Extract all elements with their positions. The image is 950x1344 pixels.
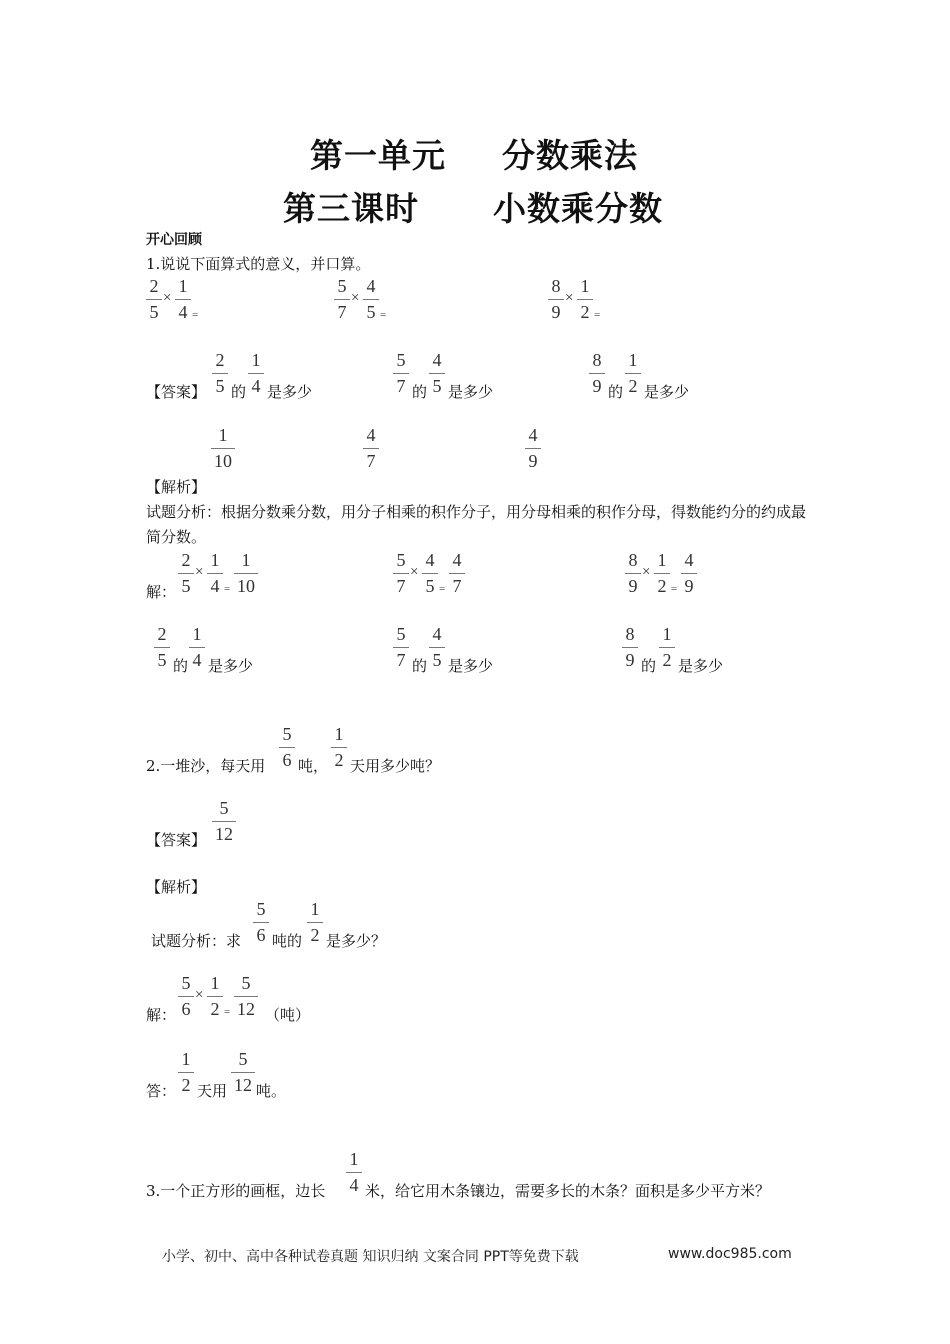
times-sign: × <box>565 290 574 306</box>
title-unit: 第一单元 <box>310 136 446 175</box>
q2-prompt-text: 天用多少吨？ <box>350 757 441 775</box>
times-sign: × <box>351 290 360 306</box>
equals-sign: = <box>671 583 678 595</box>
section-heading: 开心回顾 <box>146 232 202 248</box>
q2-prompt-text: 2.一堆沙，每天用 <box>146 757 266 775</box>
title-lesson-topic: 小数乘分数 <box>493 189 663 228</box>
how-much-text: 是多少 <box>448 657 494 675</box>
q1-prompt: 1.说说下面算式的意义，并口算。 <box>146 255 371 273</box>
how-much-text: 是多少 <box>644 383 690 401</box>
of-text: 的 <box>412 657 428 675</box>
of-text: 的 <box>412 383 428 401</box>
answer-label: 【答案】 <box>146 831 207 849</box>
answer-label: 【答案】 <box>146 383 207 401</box>
equals-sign: = <box>224 583 231 595</box>
reply-label: 答： <box>146 1082 177 1100</box>
equals-sign: = <box>192 309 199 321</box>
equals-sign: = <box>594 309 601 321</box>
q2-prompt-text: 吨， <box>298 757 329 775</box>
solution-label: 解： <box>146 583 177 601</box>
title-topic: 分数乘法 <box>502 136 638 175</box>
reply-text: 吨。 <box>256 1082 287 1100</box>
analysis-label: 【解析】 <box>146 878 207 896</box>
q2-analysis-text: 吨的 <box>272 932 303 950</box>
how-much-text: 是多少 <box>267 383 313 401</box>
q2-analysis-text: 试题分析：求 <box>151 932 242 950</box>
footer-link[interactable]: www.doc985.com <box>668 1246 792 1262</box>
equals-sign: = <box>224 1006 231 1018</box>
q1-analysis-text: 试题分析：根据分数乘分数，用分子相乘的积作分子，用分母相乘的积作分母，得数能约分的约成最简分数。 <box>146 503 807 546</box>
solution-label: 解： <box>146 1006 177 1024</box>
analysis-label: 【解析】 <box>146 478 207 496</box>
title-lesson: 第三课时 <box>283 189 419 228</box>
times-sign: × <box>410 564 419 580</box>
times-sign: × <box>195 564 204 580</box>
equals-sign: = <box>380 309 387 321</box>
how-much-text: 是多少 <box>678 657 724 675</box>
of-text: 的 <box>173 657 189 675</box>
of-text: 的 <box>608 383 624 401</box>
of-text: 的 <box>231 383 247 401</box>
unit-text: （吨） <box>265 1006 311 1024</box>
how-much-text: 是多少 <box>448 383 494 401</box>
q3-prompt-text: 3.一个正方形的画框，边长 <box>146 1182 326 1200</box>
equals-sign: = <box>439 583 446 595</box>
reply-text: 天用 <box>197 1082 228 1100</box>
how-much-text: 是多少 <box>208 657 254 675</box>
times-sign: × <box>642 564 651 580</box>
q2-analysis-text: 是多少？ <box>326 932 387 950</box>
q3-prompt-text: 米，给它用木条镶边，需要多长的木条？面积是多少平方米？ <box>365 1182 771 1200</box>
times-sign: × <box>195 987 204 1003</box>
times-sign: × <box>163 290 172 306</box>
footer-text: 小学、初中、高中各种试卷真题 知识归纳 文案合同 PPT等免费下载 <box>162 1249 579 1265</box>
of-text: 的 <box>641 657 657 675</box>
